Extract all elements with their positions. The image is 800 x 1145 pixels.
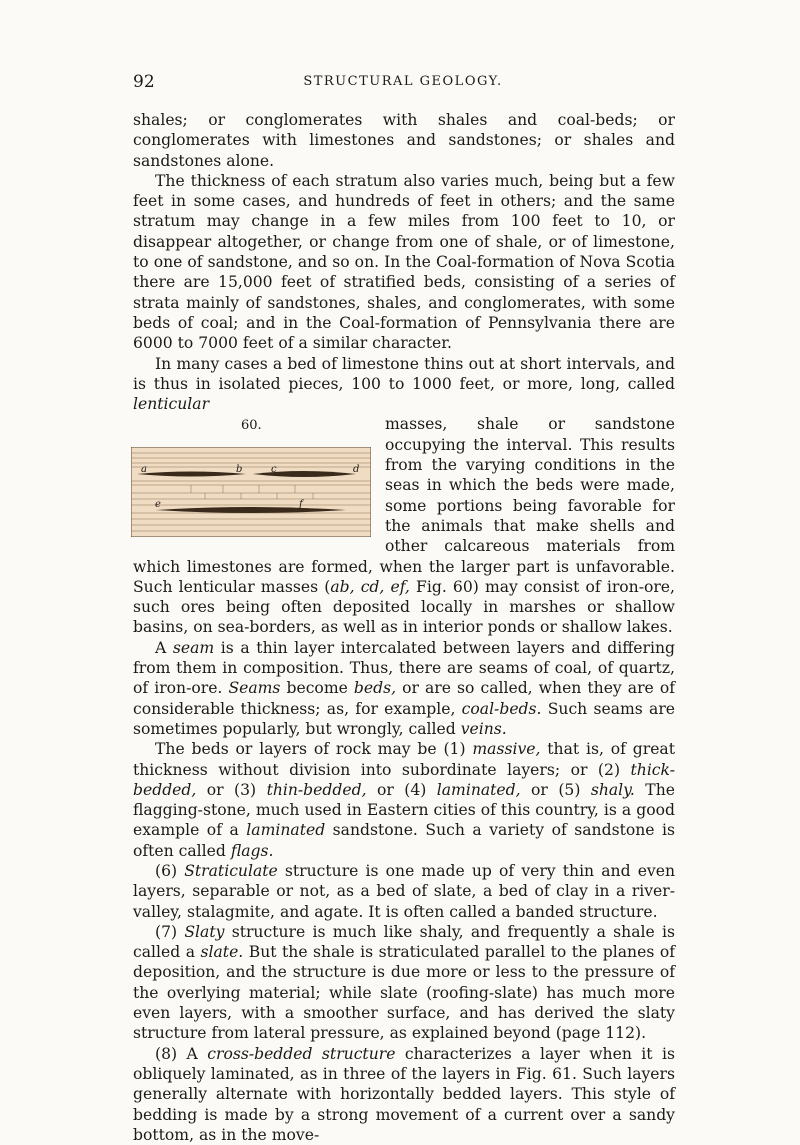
text-run: characterizes a layer when it is obliquely laminated, as in three of the layers in Fig. 61. Such layers generally alternate with horizontally bedded layers. This style of bedding is made by a strong movement of a current over a sandy bottom, as in the move- bbox=[133, 1044, 675, 1144]
italic-term: thick-bedded, bbox=[133, 760, 675, 799]
text-run: (7) bbox=[155, 922, 185, 941]
italic-term: lenticular bbox=[133, 395, 210, 414]
text-run: Such seams are sometimes popularly, but wrongly, called bbox=[133, 699, 675, 738]
body-text bbox=[133, 110, 675, 1145]
italic-term: coal-beds. bbox=[461, 699, 542, 718]
italic-term: seam bbox=[172, 638, 215, 657]
text-run: The beds or layers of rock may be (1) bbox=[155, 740, 473, 759]
italic-term: laminated bbox=[246, 821, 326, 840]
figure-label: d bbox=[353, 464, 360, 476]
text-run: A bbox=[155, 638, 173, 657]
italic-term: slate. bbox=[200, 943, 244, 962]
text-run: In many cases a bed of limestone thins out at short intervals, and is thus in isolated pieces, 100 to 1000 feet, or more, long, called bbox=[133, 354, 675, 393]
italic-term: veins. bbox=[460, 719, 507, 738]
paragraph bbox=[133, 739, 675, 861]
text-run: But the shale is straticulated parallel to the planes of deposition, and the structure is due more or less to the pressure of the overlying material; while slate (roofing-slate) has much more even layers, with a smoother surface, and has derived the slaty structure from lateral pressure, as explained beyond (page 112). bbox=[133, 943, 675, 1043]
italic-term: laminated, bbox=[436, 780, 521, 799]
page-header bbox=[133, 72, 673, 96]
figure-label: c bbox=[271, 464, 277, 476]
text-run: structure is one made up of very thin and even layers, separable or not, as a bed of slate, a bed of clay in a river-valley, stalagmite, and agate. It is often called a banded structure. bbox=[133, 861, 676, 921]
italic-term: massive, bbox=[472, 740, 541, 759]
text-run: is a thin layer intercalated between layers and differing from them in composition. Thus, there are seams of coal, of quartz, of iron-ore. bbox=[133, 638, 676, 698]
page-number: 92 bbox=[133, 72, 155, 92]
text-run: Fig. 60) may consist of iron-ore, such ores being often deposited locally in marshes or shallow basins, on sea-borders, as well as in interior ponds or shallow lakes. bbox=[133, 577, 675, 637]
paragraph: shales; or conglomerates with shales and coal-beds; or conglomerates with limestones and sandstones; or shales and sandstones alone. bbox=[133, 111, 675, 170]
strata-illustration bbox=[131, 447, 371, 537]
paragraph bbox=[133, 354, 675, 415]
figure-label: e bbox=[155, 499, 161, 511]
italic-term: cross-bedded structure bbox=[207, 1044, 396, 1063]
figure-label: f bbox=[299, 499, 303, 511]
figure-number: 60. bbox=[241, 418, 262, 434]
italic-term: flags. bbox=[230, 841, 274, 860]
text-run: sandstone. Such a variety of sandstone is often called bbox=[133, 821, 675, 860]
text-run: or (5) bbox=[520, 780, 591, 799]
text-run: or (3) bbox=[196, 780, 267, 799]
text-run: The flagging-stone, much used in Eastern cities of this country, is a good example of a bbox=[133, 780, 675, 840]
figure-references: ab, cd, ef, bbox=[330, 577, 410, 596]
figure-label: a bbox=[141, 464, 147, 476]
paragraph bbox=[133, 922, 675, 1044]
text-run: (6) bbox=[155, 861, 185, 880]
italic-term: shaly. bbox=[590, 780, 635, 799]
text-run: that is, of great thickness without division into subordinate layers; or (2) bbox=[133, 740, 675, 779]
paragraph: The thickness of each stratum also varies much, being but a few feet in some cases, and hundreds of feet in others; and the same stratum may change in a few miles from 100 feet to 10, or disappear altogether, or change from one of shale, or of limestone, to one of sandstone, and so on. In the Coal-formation of Nova Scotia there are 15,000 feet of stratified beds, consisting of a series of strata mainly of sandstones, shales, and conglomerates, with some beds of coal; and in the Coal-formation of Pennsylvania there are 6000 to 7000 feet of a similar character. bbox=[133, 171, 675, 353]
paragraph bbox=[133, 861, 675, 922]
paragraph bbox=[133, 638, 675, 739]
text-run: structure is much like shaly, and frequently a shale is called a bbox=[133, 922, 676, 962]
text-run: or are so called, when they are of considerable thickness; as, for example, bbox=[133, 679, 675, 718]
text-run: become bbox=[280, 679, 354, 698]
italic-term: beds, bbox=[353, 679, 397, 698]
text-run: or (4) bbox=[366, 780, 437, 799]
italic-term: thin-bedded, bbox=[266, 780, 367, 799]
text-run: (8) A bbox=[155, 1044, 208, 1063]
text-run: masses, shale or sandstone occupying the interval. This results from the varying conditions in the seas in which the beds were made, some portions being favorable for the animals that make shells and other calcareous materials from which limestones are formed, when the larger part is unfavorable. Such lenticular masses ( bbox=[133, 415, 675, 596]
paragraph bbox=[133, 1044, 675, 1145]
italic-term: Seams bbox=[228, 679, 281, 698]
italic-term: Straticulate bbox=[184, 861, 278, 880]
figure-60 bbox=[131, 414, 373, 539]
running-title: STRUCTURAL GEOLOGY. bbox=[303, 74, 503, 89]
figure-label: b bbox=[236, 464, 243, 476]
italic-term: Slaty bbox=[184, 922, 225, 941]
